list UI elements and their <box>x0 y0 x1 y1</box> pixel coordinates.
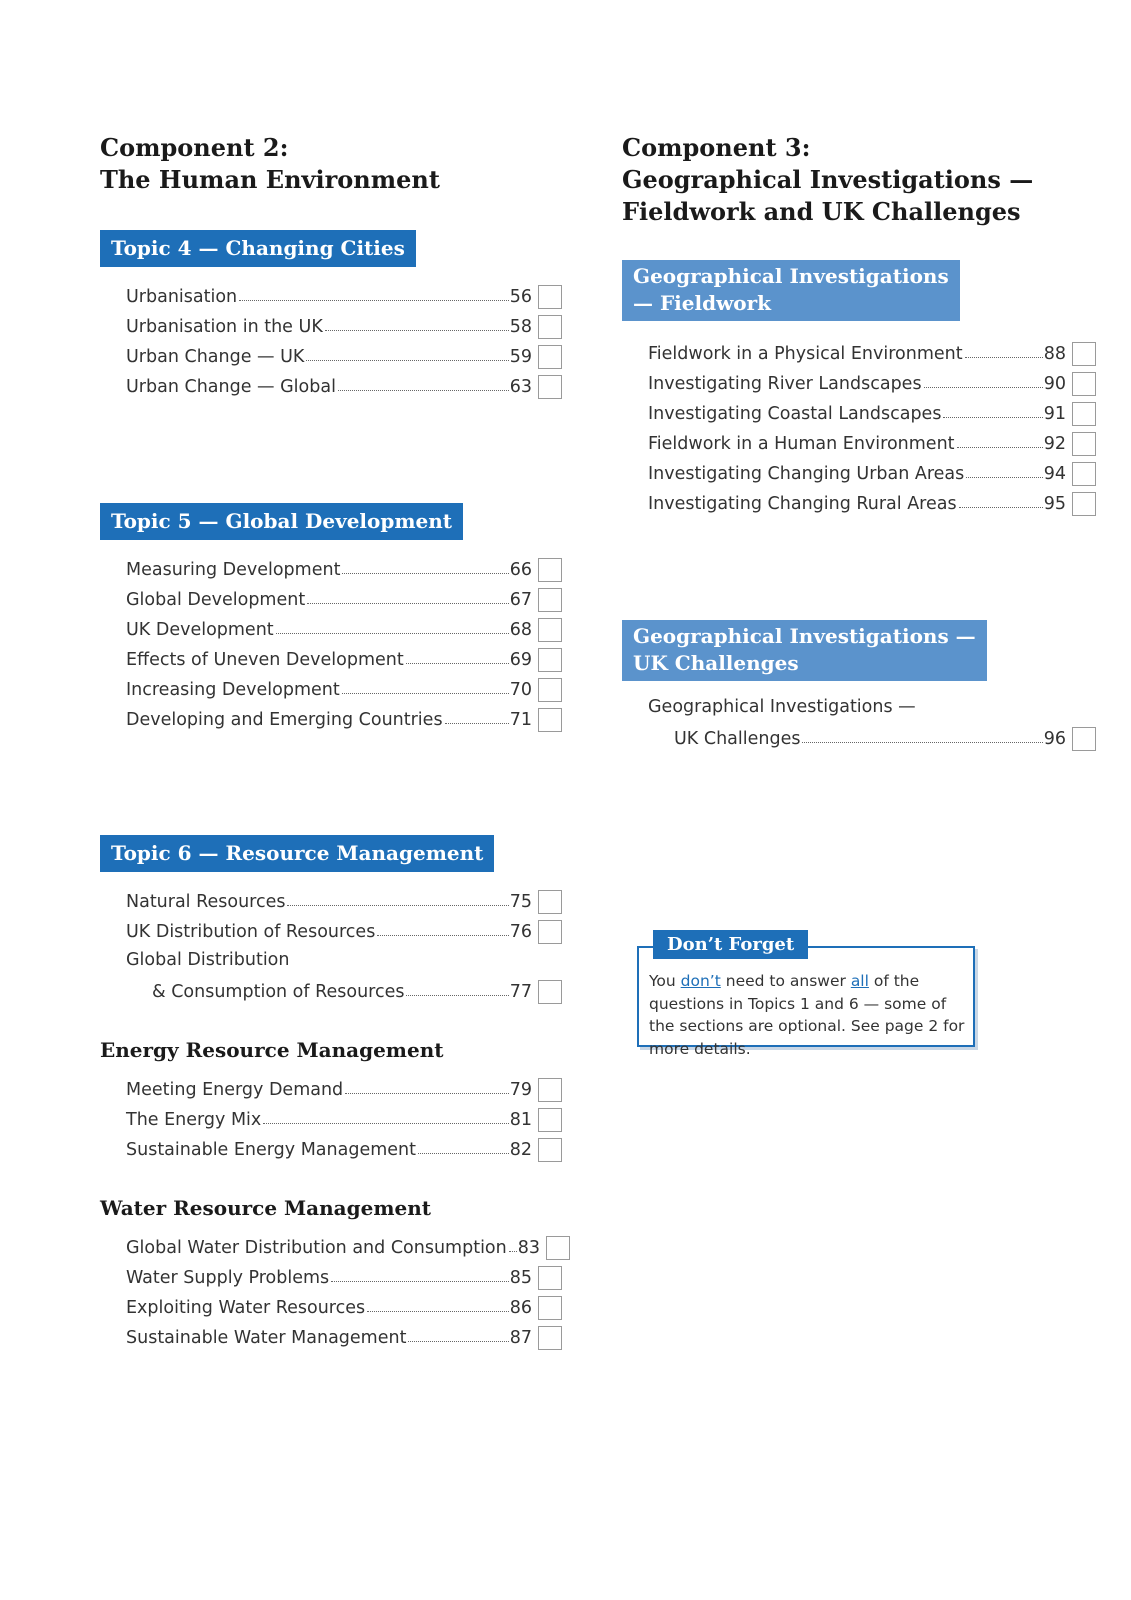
toc-entry[interactable] <box>126 583 562 613</box>
fieldwork-entries <box>648 337 1096 517</box>
checkbox[interactable] <box>538 558 562 582</box>
checkbox[interactable] <box>538 980 562 1004</box>
topic-6-banner: Topic 6 — Resource Management <box>100 835 494 872</box>
dot-leader <box>924 387 1043 388</box>
checkbox[interactable] <box>538 920 562 944</box>
entry-page: 76 <box>509 922 532 942</box>
dot-leader <box>943 417 1042 418</box>
entry-label: Meeting Energy Demand <box>126 1080 344 1100</box>
dot-leader <box>342 573 508 574</box>
entry-page: 94 <box>1043 464 1066 484</box>
checkbox[interactable] <box>1072 372 1096 396</box>
topic-4-banner: Topic 4 — Changing Cities <box>100 230 416 267</box>
note-link-all[interactable]: all <box>850 972 869 990</box>
entry-label: Measuring Development <box>126 560 341 580</box>
checkbox[interactable] <box>538 345 562 369</box>
toc-entry[interactable] <box>126 915 562 945</box>
checkbox[interactable] <box>1072 342 1096 366</box>
toc-entry[interactable] <box>126 370 562 400</box>
checkbox[interactable] <box>538 648 562 672</box>
entry-page: 96 <box>1043 729 1066 749</box>
toc-entry[interactable] <box>648 487 1096 517</box>
entry-label: Urban Change — UK <box>126 347 305 367</box>
topic-5-banner: Topic 5 — Global Development <box>100 503 463 540</box>
checkbox[interactable] <box>538 1138 562 1162</box>
checkbox[interactable] <box>538 618 562 642</box>
dont-forget-note <box>637 934 975 1058</box>
component-3-title-line1: Component 3: <box>622 133 811 162</box>
entry-page: 58 <box>509 317 532 337</box>
dot-leader <box>965 357 1043 358</box>
checkbox[interactable] <box>538 1108 562 1132</box>
toc-entry[interactable] <box>126 1231 562 1261</box>
toc-entry[interactable] <box>648 397 1096 427</box>
checkbox[interactable] <box>1072 462 1096 486</box>
dot-leader <box>331 1281 509 1282</box>
component-2-title-line1: Component 2: <box>100 133 289 162</box>
dot-leader <box>418 1153 509 1154</box>
checkbox[interactable] <box>538 285 562 309</box>
component-2-column <box>100 132 580 1348</box>
toc-entry[interactable] <box>126 613 562 643</box>
entry-page: 67 <box>509 590 532 610</box>
toc-entry[interactable] <box>648 457 1096 487</box>
energy-heading: Energy Resource Management <box>100 1038 444 1062</box>
checkbox[interactable] <box>1072 492 1096 516</box>
fieldwork-banner-line1: Geographical Investigations <box>633 264 949 288</box>
entry-label: Urbanisation <box>126 287 238 307</box>
checkbox[interactable] <box>538 315 562 339</box>
entry-page: 71 <box>509 710 532 730</box>
checkbox[interactable] <box>1072 727 1096 751</box>
dot-leader <box>802 742 1042 743</box>
entry-label: Investigating Coastal Landscapes <box>648 404 942 424</box>
entry-page: 63 <box>509 377 532 397</box>
toc-entry[interactable] <box>126 1133 562 1163</box>
toc-entry[interactable] <box>126 643 562 673</box>
fieldwork-banner-line2: — Fieldwork <box>633 291 772 315</box>
toc-entry[interactable] <box>126 1073 562 1103</box>
toc-entry[interactable] <box>126 280 562 310</box>
entry-page: 88 <box>1043 344 1066 364</box>
dot-leader <box>966 477 1042 478</box>
dot-leader <box>338 390 509 391</box>
toc-entry <box>126 945 562 975</box>
dot-leader <box>287 905 508 906</box>
entry-page: 81 <box>509 1110 532 1130</box>
entry-page: 75 <box>509 892 532 912</box>
dot-leader <box>406 995 508 996</box>
dot-leader <box>239 300 509 301</box>
toc-entry[interactable] <box>126 310 562 340</box>
entry-label: UK Distribution of Resources <box>126 922 376 942</box>
component-3-title <box>622 132 1100 228</box>
toc-entry[interactable] <box>126 1261 562 1291</box>
note-link-dont[interactable]: don’t <box>680 972 721 990</box>
topic-5-entries <box>126 553 562 733</box>
entry-label: Global Distribution <box>126 950 290 970</box>
entry-label: Developing and Emerging Countries <box>126 710 443 730</box>
uk-challenges-banner-line2: UK Challenges <box>633 651 799 675</box>
entry-label: Effects of Uneven Development <box>126 650 404 670</box>
entry-label: Fieldwork in a Physical Environment <box>648 344 963 364</box>
checkbox[interactable] <box>538 708 562 732</box>
entry-label: Global Water Distribution and Consumption <box>126 1238 507 1258</box>
dot-leader <box>276 633 509 634</box>
toc-entry[interactable] <box>126 1291 562 1321</box>
entry-label: Geographical Investigations — <box>648 697 916 717</box>
entry-label: Investigating Changing Rural Areas <box>648 494 957 514</box>
toc-entry[interactable] <box>126 1321 562 1351</box>
entry-label: Sustainable Energy Management <box>126 1140 416 1160</box>
entry-label: UK Challenges <box>674 729 801 749</box>
entry-label: Sustainable Water Management <box>126 1328 407 1348</box>
entry-label: Global Development <box>126 590 306 610</box>
dot-leader <box>377 935 508 936</box>
toc-entry[interactable] <box>648 337 1096 367</box>
checkbox[interactable] <box>538 1078 562 1102</box>
entry-label: The Energy Mix <box>126 1110 262 1130</box>
dot-leader <box>345 1093 509 1094</box>
note-text <box>649 970 965 1060</box>
entry-page: 68 <box>509 620 532 640</box>
toc-entry[interactable] <box>648 722 1096 752</box>
checkbox[interactable] <box>538 375 562 399</box>
entry-page: 85 <box>509 1268 532 1288</box>
topic-6-entries <box>126 885 562 1005</box>
entry-page: 92 <box>1043 434 1066 454</box>
dot-leader <box>959 507 1043 508</box>
entry-label: Natural Resources <box>126 892 286 912</box>
dot-leader <box>306 360 508 361</box>
component-2-title <box>100 132 580 196</box>
entry-label: Urbanisation in the UK <box>126 317 323 337</box>
water-entries <box>126 1231 562 1351</box>
checkbox[interactable] <box>546 1236 570 1260</box>
entry-label: Exploiting Water Resources <box>126 1298 366 1318</box>
toc-entry[interactable] <box>126 885 562 915</box>
entry-page: 59 <box>509 347 532 367</box>
checkbox[interactable] <box>1072 432 1096 456</box>
component-3-title-line2: Geographical Investigations — <box>622 165 1034 194</box>
dot-leader <box>367 1311 509 1312</box>
checkbox[interactable] <box>538 678 562 702</box>
toc-entry[interactable] <box>126 673 562 703</box>
dot-leader <box>408 1341 508 1342</box>
entry-page: 95 <box>1043 494 1066 514</box>
entry-page: 83 <box>517 1238 541 1258</box>
energy-entries <box>126 1073 562 1163</box>
entry-page: 87 <box>509 1328 532 1348</box>
entry-page: 79 <box>509 1080 532 1100</box>
note-text-part: need to answer <box>720 972 851 990</box>
entry-page: 70 <box>509 680 532 700</box>
entry-label: Investigating Changing Urban Areas <box>648 464 965 484</box>
entry-page: 86 <box>509 1298 532 1318</box>
component-3-title-line3: Fieldwork and UK Challenges <box>622 197 1021 226</box>
entry-label: Increasing Development <box>126 680 340 700</box>
toc-entry[interactable] <box>648 427 1096 457</box>
toc-entry[interactable] <box>126 340 562 370</box>
entry-page: 56 <box>509 287 532 307</box>
water-heading: Water Resource Management <box>100 1196 432 1220</box>
checkbox[interactable] <box>538 1296 562 1320</box>
dot-leader <box>307 603 509 604</box>
dot-leader <box>445 723 509 724</box>
entry-page: 91 <box>1043 404 1066 424</box>
toc-entry[interactable] <box>648 367 1096 397</box>
checkbox[interactable] <box>538 588 562 612</box>
uk-challenges-entries <box>648 692 1096 752</box>
dot-leader <box>509 1251 517 1252</box>
entry-page: 66 <box>509 560 532 580</box>
entry-label: Fieldwork in a Human Environment <box>648 434 955 454</box>
checkbox[interactable] <box>538 1326 562 1350</box>
entry-page: 77 <box>509 982 532 1002</box>
toc-entry[interactable] <box>126 553 562 583</box>
note-text-part: of the questions in Topics 1 and 6 — some of the sections are optional. See page 2 for more details. <box>649 972 965 1058</box>
uk-challenges-banner-line1: Geographical Investigations — <box>633 624 976 648</box>
toc-entry[interactable] <box>126 975 562 1005</box>
checkbox[interactable] <box>538 1266 562 1290</box>
fieldwork-banner <box>622 260 960 321</box>
entry-label: UK Development <box>126 620 274 640</box>
entry-label: Urban Change — Global <box>126 377 336 397</box>
entry-label: Investigating River Landscapes <box>648 374 922 394</box>
checkbox[interactable] <box>1072 402 1096 426</box>
toc-entry[interactable] <box>126 703 562 733</box>
checkbox[interactable] <box>538 890 562 914</box>
entry-page: 69 <box>509 650 532 670</box>
component-3-column <box>622 132 1100 749</box>
entry-label: & Consumption of Resources <box>152 982 405 1002</box>
entry-label: Water Supply Problems <box>126 1268 330 1288</box>
dot-leader <box>263 1123 508 1124</box>
component-2-title-line2: The Human Environment <box>100 165 440 194</box>
dot-leader <box>325 330 509 331</box>
toc-entry[interactable] <box>126 1103 562 1133</box>
entry-page: 90 <box>1043 374 1066 394</box>
note-title: Don’t Forget <box>653 930 808 959</box>
note-text-part: You <box>649 972 681 990</box>
dot-leader <box>342 693 509 694</box>
dot-leader <box>957 447 1043 448</box>
topic-4-entries <box>126 280 562 400</box>
uk-challenges-banner <box>622 620 987 681</box>
dot-leader <box>406 663 509 664</box>
toc-entry <box>648 692 1096 722</box>
entry-page: 82 <box>509 1140 532 1160</box>
